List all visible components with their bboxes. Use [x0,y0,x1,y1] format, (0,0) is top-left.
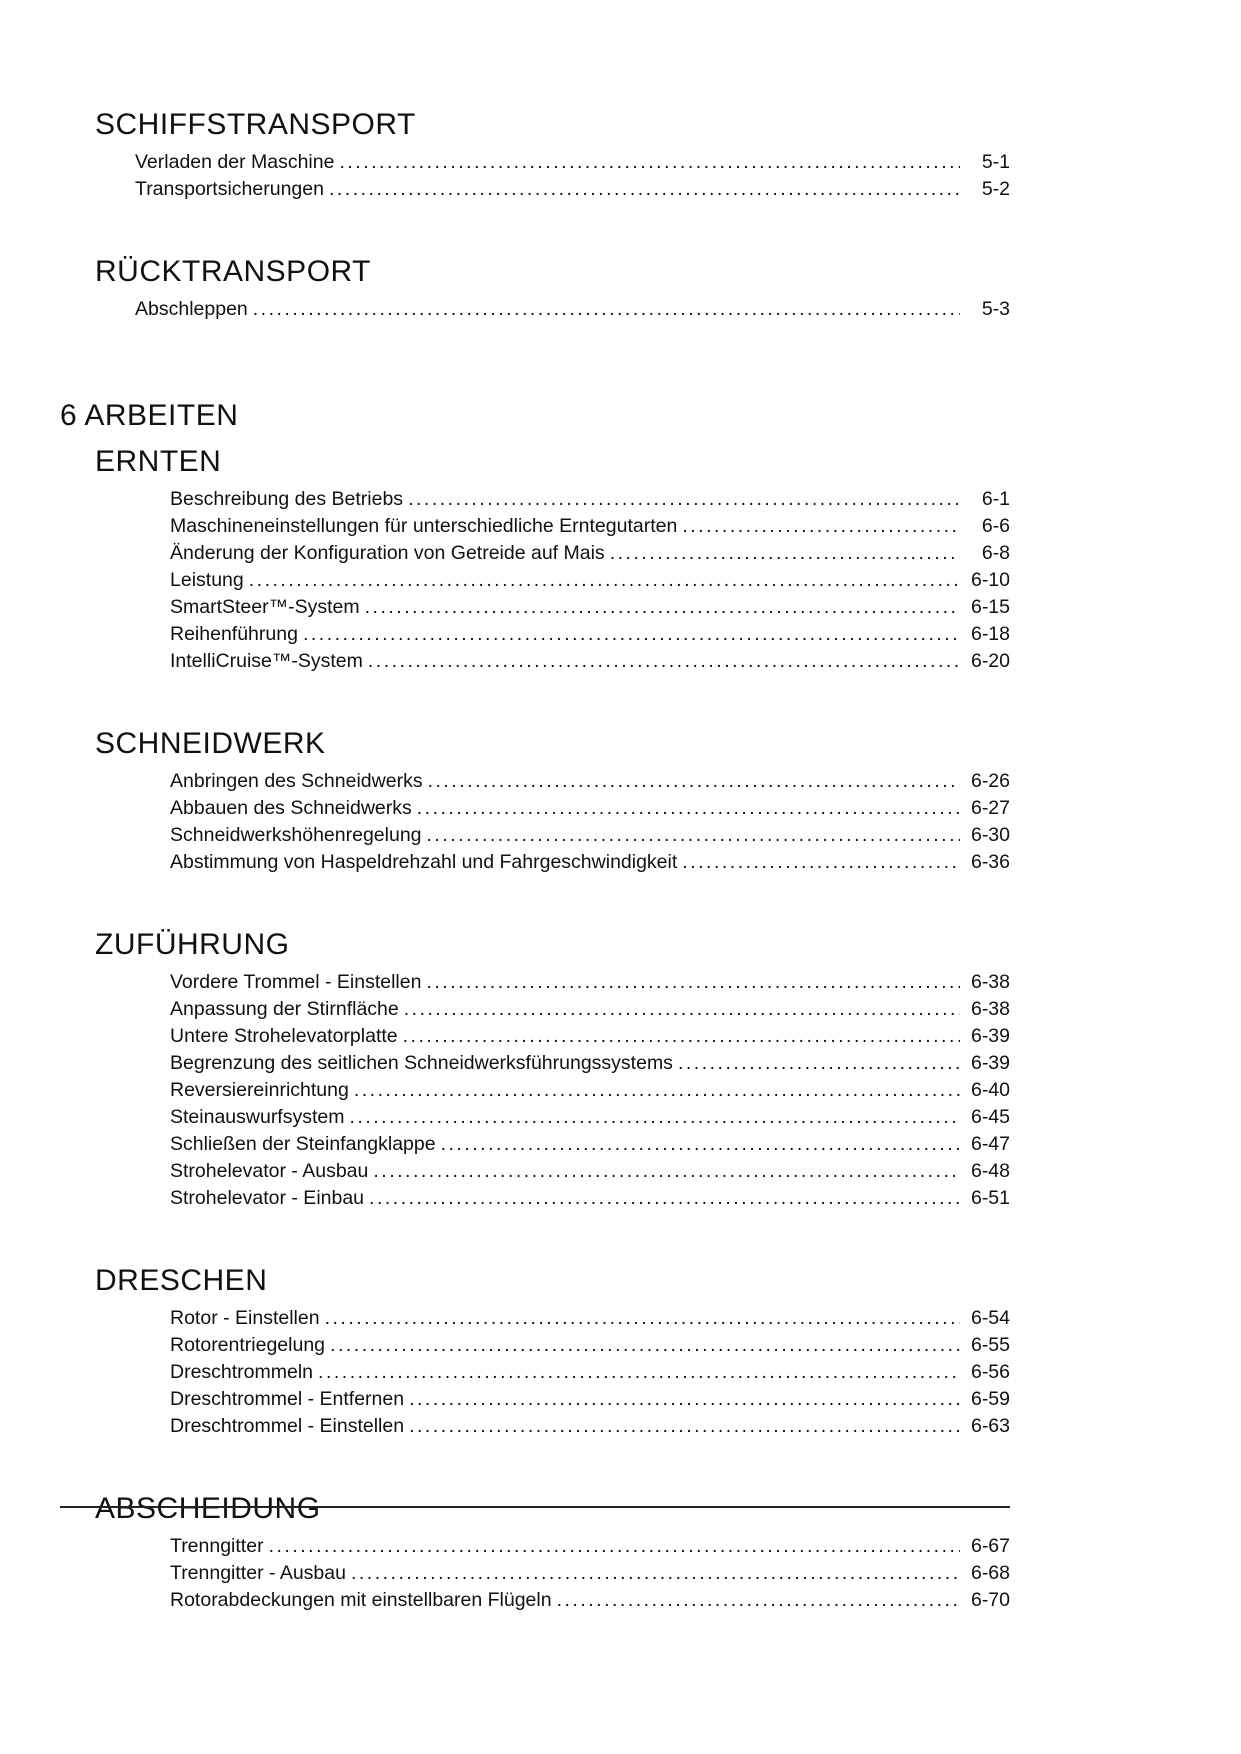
toc-entry-label: Vordere Trommel - Einstellen [170,971,422,993]
toc-entry [170,1104,1010,1131]
page-number: 5-1 [981,151,1010,173]
toc-entry [170,1050,1010,1077]
dot-leader [678,1050,960,1077]
dot-leader [253,296,960,323]
toc-entry-label: Verladen der Maschine [135,151,335,173]
toc-section [0,443,1241,675]
toc-entry [170,1560,1010,1587]
toc-entry-label: Dreschtrommeln [170,1361,314,1383]
toc-entry-label: Rotorentriegelung [170,1334,326,1356]
toc-entry [170,648,1010,675]
dot-leader [249,567,960,594]
section-heading: SCHNEIDWERK [95,727,326,760]
toc-entry-label: Anbringen des Schneidwerks [170,770,423,792]
chapter-heading: 6 ARBEITEN [60,399,239,432]
page-number: 6-67 [970,1535,1010,1557]
toc-entry [170,822,1010,849]
toc-section [0,1262,1241,1440]
toc-entry-label: Schließen der Steinfangklappe [170,1133,436,1155]
toc-entry [170,1185,1010,1212]
page-number: 6-6 [981,515,1010,537]
section-heading: ERNTEN [95,445,222,478]
page-number: 6-1 [981,488,1010,510]
toc-entry [170,1023,1010,1050]
dot-leader [318,1359,960,1386]
toc-entry-label: Reihenführung [170,623,298,645]
toc-entry [170,486,1010,513]
page-number: 6-27 [970,797,1010,819]
page-number: 6-18 [970,623,1010,645]
toc-entry [170,1386,1010,1413]
dot-leader [269,1533,960,1560]
dot-leader [610,540,960,567]
toc [0,106,1241,1614]
toc-entry [170,540,1010,567]
page-number: 6-20 [970,650,1010,672]
toc-entry-label: Strohelevator - Einbau [170,1187,365,1209]
toc-entry-label: Dreschtrommel - Einstellen [170,1415,405,1437]
toc-entry-label: Leistung [170,569,244,591]
page-number: 6-59 [970,1388,1010,1410]
toc-entry [170,768,1010,795]
dot-leader [417,795,960,822]
toc-entry-label: SmartSteer™-System [170,596,360,618]
toc-entry-label: Steinauswurfsystem [170,1106,345,1128]
page-number: 6-40 [970,1079,1010,1101]
toc-entry-label: Maschineneinstellungen für unterschiedliche Erntegutarten [170,515,678,537]
toc-entry-label: Rotor - Einstellen [170,1307,320,1329]
page-number: 6-38 [970,998,1010,1020]
toc-entry [170,1332,1010,1359]
dot-leader [369,1185,960,1212]
toc-entry [135,296,1010,323]
toc-entry [135,176,1010,203]
page-number: 6-56 [970,1361,1010,1383]
section-heading: SCHIFFSTRANSPORT [95,108,416,141]
page-number: 6-70 [970,1589,1010,1611]
dot-leader [557,1587,960,1614]
dot-leader [339,149,960,176]
toc-entry [170,1413,1010,1440]
toc-entry [170,849,1010,876]
toc-entry [170,1533,1010,1560]
page-number: 6-15 [970,596,1010,618]
page-number: 6-36 [970,851,1010,873]
toc-entry-label: Abschleppen [135,298,248,320]
page-number: 6-10 [970,569,1010,591]
dot-leader [351,1560,960,1587]
toc-entry-label: IntelliCruise™-System [170,650,363,672]
toc-entry [170,795,1010,822]
toc-entry [170,1131,1010,1158]
toc-entry-label: Änderung der Konfiguration von Getreide auf Mais [170,542,605,564]
dot-leader [682,849,960,876]
toc-entry [170,621,1010,648]
section-heading: RÜCKTRANSPORT [95,255,371,288]
toc-entry-label: Schneidwerkshöhenregelung [170,824,422,846]
page-number: 6-48 [970,1160,1010,1182]
toc-entry [170,1158,1010,1185]
toc-entry-label: Rotorabdeckungen mit einstellbaren Flügeln [170,1589,552,1611]
dot-leader [408,486,960,513]
toc-entry [170,1587,1010,1614]
dot-leader [365,594,960,621]
toc-section [0,1490,1241,1614]
toc-entry [170,513,1010,540]
toc-entry-label: Beschreibung des Betriebs [170,488,404,510]
toc-entry-label: Begrenzung des seitlichen Schneidwerksführungssystems [170,1052,673,1074]
toc-section [0,253,1241,323]
page-number: 6-30 [970,824,1010,846]
toc-entry [170,1077,1010,1104]
dot-leader [426,969,960,996]
page-number: 5-2 [981,178,1010,200]
section-heading: ABSCHEIDUNG [95,1492,321,1525]
toc-entry [135,149,1010,176]
page-number: 6-45 [970,1106,1010,1128]
chapter-block [0,397,1241,435]
dot-leader [403,1023,960,1050]
dot-leader [325,1305,960,1332]
toc-entry-label: Reversiereinrichtung [170,1079,349,1101]
dot-leader [428,768,960,795]
toc-entry-label: Transportsicherungen [135,178,324,200]
toc-entry-label: Anpassung der Stirnfläche [170,998,399,1020]
dot-leader [404,996,960,1023]
dot-leader [409,1413,960,1440]
page-number: 6-51 [970,1187,1010,1209]
dot-leader [368,648,960,675]
page-number: 6-39 [970,1052,1010,1074]
toc-entry-label: Trenngitter [170,1535,264,1557]
page-number: 6-8 [981,542,1010,564]
toc-section [0,926,1241,1212]
toc-entry-label: Strohelevator - Ausbau [170,1160,369,1182]
toc-entry-label: Abbauen des Schneidwerks [170,797,412,819]
toc-entry [170,1305,1010,1332]
page-number: 6-39 [970,1025,1010,1047]
page-number: 6-54 [970,1307,1010,1329]
dot-leader [441,1131,960,1158]
page-number: 5-3 [981,298,1010,320]
page-number: 6-26 [970,770,1010,792]
dot-leader [354,1077,960,1104]
toc-entry [170,567,1010,594]
section-heading: DRESCHEN [95,1264,268,1297]
page-number: 6-63 [970,1415,1010,1437]
toc-entry [170,594,1010,621]
page-number: 6-68 [970,1562,1010,1584]
toc-section [0,725,1241,876]
dot-leader [373,1158,960,1185]
page-number: 6-38 [970,971,1010,993]
toc-entry-label: Dreschtrommel - Entfernen [170,1388,405,1410]
dot-leader [427,822,960,849]
dot-leader [349,1104,960,1131]
section-heading: ZUFÜHRUNG [95,928,290,961]
toc-section [0,106,1241,203]
page-number: 6-55 [970,1334,1010,1356]
toc-entry-label: Trenngitter - Ausbau [170,1562,346,1584]
dot-leader [330,1332,960,1359]
toc-entry [170,969,1010,996]
toc-entry [170,1359,1010,1386]
dot-leader [682,513,960,540]
dot-leader [409,1386,960,1413]
toc-entry-label: Abstimmung von Haspeldrehzahl und Fahrgeschwindigkeit [170,851,678,873]
page-number: 6-47 [970,1133,1010,1155]
toc-entry [170,996,1010,1023]
footer-divider [60,1506,1010,1508]
toc-entry-label: Untere Strohelevatorplatte [170,1025,398,1047]
dot-leader [303,621,960,648]
dot-leader [329,176,960,203]
